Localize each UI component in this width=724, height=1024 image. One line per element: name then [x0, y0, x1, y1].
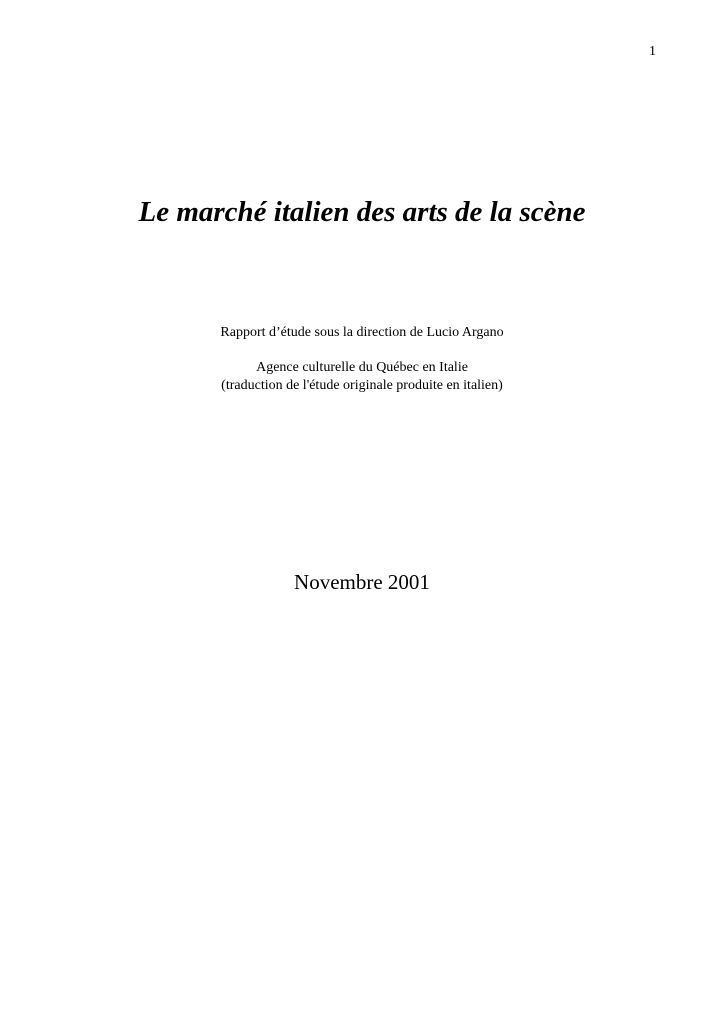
report-direction-line: Rapport d’étude sous la direction de Lucio Argano — [220, 325, 504, 340]
document-date: Novembre 2001 — [294, 570, 430, 594]
translation-note: (traduction de l'étude originale produite en italien) — [221, 378, 503, 393]
document-title: Le marché italien des arts de la scène — [138, 196, 586, 228]
agency-line: Agence culturelle du Québec en Italie — [256, 360, 468, 375]
page-number: 1 — [649, 44, 656, 59]
